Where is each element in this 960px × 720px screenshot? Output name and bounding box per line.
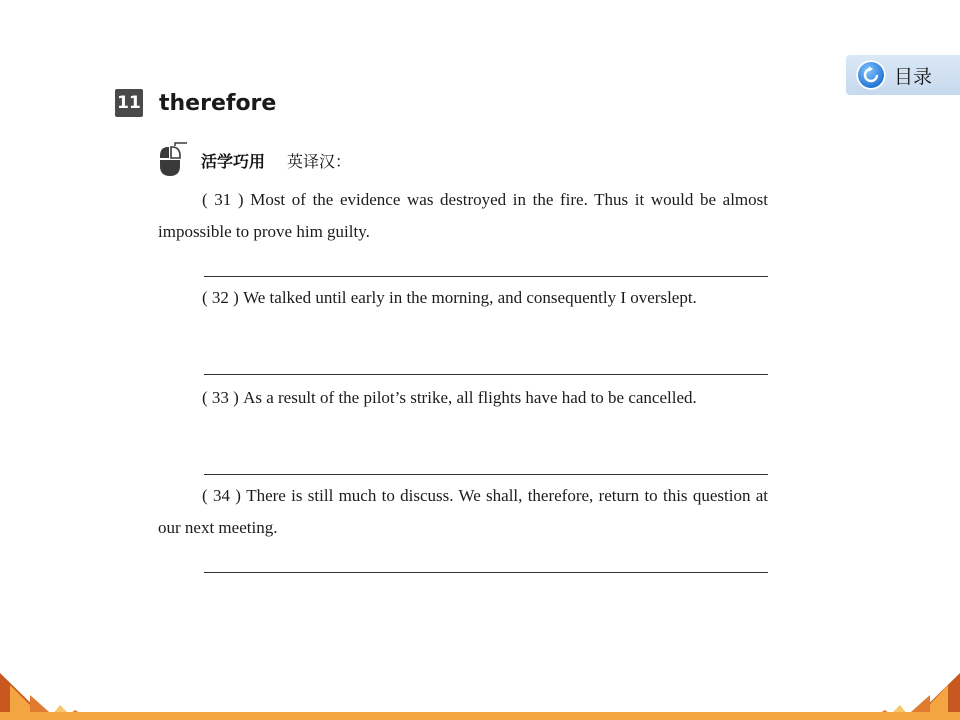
- mouse-icon: [157, 142, 189, 178]
- exercise-text: We talked until early in the morning, and consequently I overslept.: [243, 288, 697, 307]
- heading-number-badge: 11: [115, 89, 143, 117]
- exercise-number: ( 33 ): [202, 388, 239, 407]
- heading-word: therefore: [159, 90, 277, 116]
- exercise-item: [158, 282, 768, 314]
- toc-button[interactable]: [846, 55, 960, 95]
- exercise-number: ( 32 ): [202, 288, 239, 307]
- answer-line[interactable]: [204, 474, 768, 475]
- exercise-item: [158, 480, 768, 544]
- exercise-number: ( 34 ): [202, 486, 241, 505]
- section-title: 活学巧用: [201, 151, 266, 171]
- exercise-text: There is still much to discuss. We shall, therefore, return to this question at our next meeting.: [158, 486, 769, 537]
- section-instruction: 英译汉：: [287, 151, 352, 171]
- toc-label: 目录: [894, 65, 933, 88]
- bottom-bar: [0, 712, 960, 720]
- exercise-number: ( 31 ): [202, 190, 244, 209]
- exercise-item: [158, 184, 768, 248]
- answer-line[interactable]: [204, 374, 768, 375]
- section-heading: [115, 89, 276, 117]
- exercise-text: As a result of the pilot’s strike, all flights have had to be cancelled.: [243, 388, 697, 407]
- exercise-section-label: [157, 142, 351, 178]
- answer-line[interactable]: [204, 572, 768, 573]
- exercise-text: Most of the evidence was destroyed in the fire. Thus it would be almost impossible to prove him guilty.: [158, 190, 768, 241]
- answer-line[interactable]: [204, 276, 768, 277]
- refresh-icon: [856, 60, 886, 90]
- exercise-item: [158, 382, 768, 414]
